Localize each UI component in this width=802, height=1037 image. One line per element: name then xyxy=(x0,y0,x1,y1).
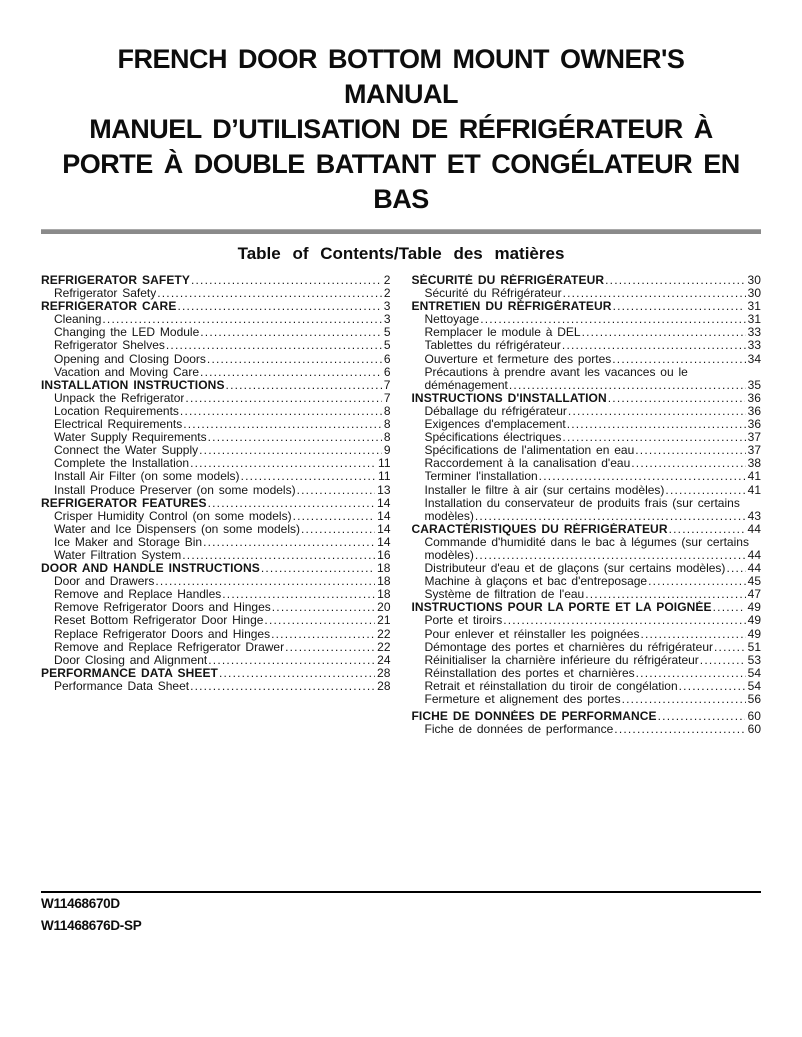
toc-leader-dots xyxy=(614,723,745,736)
toc-entry-label: SÉCURITÉ DU RÉFRIGÉRATEUR xyxy=(411,274,605,287)
toc-entry-label: Door Closing and Alignment xyxy=(54,653,208,667)
toc-entry xyxy=(41,300,391,313)
part-number-secondary: W11468676D-SP xyxy=(41,918,142,933)
toc-leader-dots xyxy=(155,575,375,588)
toc-entry-page: 44 xyxy=(747,548,761,562)
toc-entry xyxy=(412,353,762,366)
toc-leader-dots xyxy=(582,326,746,339)
toc-entry-page: 8 xyxy=(383,404,391,418)
toc-entry xyxy=(412,379,762,392)
toc-entry xyxy=(412,300,762,313)
toc-leader-dots xyxy=(562,339,746,352)
toc-leader-dots xyxy=(272,601,375,614)
toc-leader-dots xyxy=(713,601,746,614)
toc-entry xyxy=(412,431,762,444)
toc-entry-page: 8 xyxy=(383,431,391,445)
toc-entry xyxy=(41,510,391,523)
toc-entry-page: 53 xyxy=(747,653,761,667)
toc-entry-label: Spécifications de l'alimentation en eau xyxy=(424,444,635,458)
toc-entry-page: 38 xyxy=(747,457,761,471)
toc-entry xyxy=(412,601,762,614)
toc-leader-dots xyxy=(166,339,382,352)
toc-entry-label: Nettoyage xyxy=(424,313,480,327)
toc-entry-label: Performance Data Sheet xyxy=(54,679,190,693)
toc-entry-page: 3 xyxy=(383,300,391,314)
toc-leader-dots xyxy=(563,287,746,300)
toc-entry xyxy=(412,470,762,483)
toc-entry-label: REFRIGERATOR CARE xyxy=(41,300,177,314)
toc-entry xyxy=(412,405,762,418)
toc-entry xyxy=(412,457,762,470)
toc-entry-page: 5 xyxy=(383,339,391,353)
toc-entry xyxy=(41,601,391,614)
toc-entry-page: 3 xyxy=(383,313,391,327)
toc-entry-page: 60 xyxy=(747,710,761,724)
toc-entry-page: 31 xyxy=(747,313,761,327)
toc-entry-page: 41 xyxy=(747,483,761,497)
toc-entry xyxy=(412,693,762,706)
toc-entry xyxy=(41,536,391,549)
toc-entry-page: 20 xyxy=(377,601,391,615)
toc-leader-dots xyxy=(612,353,745,366)
toc-leader-dots xyxy=(180,405,382,418)
toc-entry xyxy=(412,326,762,339)
toc-leader-dots xyxy=(185,392,381,405)
toc-entry-label: Opening and Closing Doors xyxy=(54,352,206,366)
toc-entry xyxy=(41,641,391,654)
toc-leader-dots xyxy=(648,575,746,588)
toc-entry xyxy=(412,484,762,497)
toc-entry-page: 60 xyxy=(747,723,761,737)
document-title-line: PORTE À DOUBLE BATTANT ET CONGÉLATEUR EN xyxy=(62,149,740,179)
toc-entry-label: FICHE DE DONNÉES DE PERFORMANCE xyxy=(411,710,657,724)
toc-entry-page: 28 xyxy=(377,679,391,693)
toc-entry-label: PERFORMANCE DATA SHEET xyxy=(41,666,218,680)
toc-leader-dots xyxy=(219,667,375,680)
toc-entry-label: Réinstallation des portes et charnières xyxy=(424,666,635,680)
toc-entry xyxy=(412,392,762,405)
toc-entry-label: Connect the Water Supply xyxy=(54,444,199,458)
toc-entry-page: 13 xyxy=(377,483,391,497)
toc-leader-dots xyxy=(177,300,381,313)
toc-entry xyxy=(412,614,762,627)
toc-leader-dots xyxy=(182,549,375,562)
toc-leader-dots xyxy=(297,484,376,497)
toc-entry xyxy=(41,444,391,457)
toc-entry-page: 51 xyxy=(747,640,761,654)
toc-entry-label: Retrait et réinstallation du tiroir de congélation xyxy=(424,679,678,693)
toc-entry-label: Exigences d'emplacement xyxy=(424,418,566,432)
toc-entry xyxy=(412,274,762,287)
toc-entry-page: 24 xyxy=(377,653,391,667)
toc-entry-page: 35 xyxy=(747,378,761,392)
toc-entry xyxy=(412,418,762,431)
toc-entry xyxy=(41,575,391,588)
toc-entry xyxy=(41,313,391,326)
toc-entry-label: INSTRUCTIONS D'INSTALLATION xyxy=(411,391,607,405)
toc-entry-page: 45 xyxy=(747,575,761,589)
toc-entry-label: Crisper Humidity Control (on some models) xyxy=(54,509,292,523)
toc-entry xyxy=(412,444,762,457)
toc-leader-dots xyxy=(190,680,375,693)
toc-entry-label: Complete the Installation xyxy=(54,457,190,471)
toc-entry xyxy=(41,431,391,444)
toc-entry-page: 36 xyxy=(747,391,761,405)
toc-entry xyxy=(41,274,391,287)
toc-entry-page: 43 xyxy=(747,509,761,523)
toc-entry xyxy=(41,470,391,483)
toc-leader-dots xyxy=(208,431,382,444)
toc-leader-dots xyxy=(613,300,746,313)
toc-entry-page: 14 xyxy=(377,535,391,549)
toc-entry-label: DOOR AND HANDLE INSTRUCTIONS xyxy=(41,562,260,576)
toc-entry-label: Porte et tiroirs xyxy=(424,614,503,628)
part-number-primary: W11468670D xyxy=(41,896,120,911)
toc-entry-page: 34 xyxy=(747,352,761,366)
toc-entry xyxy=(41,628,391,641)
toc-entry-page: 7 xyxy=(383,391,391,405)
toc-entry-page: 8 xyxy=(383,418,391,432)
toc-entry-page: 6 xyxy=(383,352,391,366)
toc-entry-page: 11 xyxy=(378,457,391,471)
toc-entry xyxy=(41,523,391,536)
toc-entry xyxy=(412,654,762,667)
toc-entry-label: Electrical Requirements xyxy=(54,418,183,432)
toc-entry-label: Spécifications électriques xyxy=(424,431,562,445)
toc-entry-page: 49 xyxy=(747,627,761,641)
toc-entry-page: 14 xyxy=(377,509,391,523)
toc-entry-label: Installer le filtre à air (sur certains modèles) xyxy=(424,483,665,497)
toc-leader-dots xyxy=(190,457,376,470)
toc-leader-dots xyxy=(199,444,382,457)
toc-right-column xyxy=(412,274,762,736)
toc-entry-label: INSTALLATION INSTRUCTIONS xyxy=(41,378,225,392)
toc-entry-page: 33 xyxy=(747,326,761,340)
toc-leader-dots xyxy=(200,366,382,379)
toc-leader-dots xyxy=(480,313,745,326)
toc-entry xyxy=(41,667,391,680)
toc-entry-page: 30 xyxy=(747,287,761,301)
toc-columns xyxy=(41,274,761,736)
toc-leader-dots xyxy=(714,641,746,654)
toc-entry-label: Système de filtration de l'eau xyxy=(424,588,585,602)
toc-entry-page: 54 xyxy=(747,679,761,693)
toc-entry-label: Machine à glaçons et bac d'entreposage xyxy=(424,575,648,589)
toc-entry xyxy=(412,588,762,601)
toc-entry-label: Location Requirements xyxy=(54,404,179,418)
toc-entry-label: Distributeur d'eau et de glaçons (sur certains modèles) xyxy=(424,562,726,576)
toc-entry-label: Remove and Replace Handles xyxy=(54,588,222,602)
toc-leader-dots xyxy=(261,562,375,575)
toc-entry-page: 47 xyxy=(747,588,761,602)
toc-entry-label: Water Filtration System xyxy=(54,548,182,562)
toc-entry-page: 16 xyxy=(377,548,391,562)
title-separator-rule xyxy=(41,229,761,234)
toc-heading: Table of Contents/Table des matières xyxy=(237,244,565,263)
toc-entry xyxy=(412,287,762,300)
toc-entry-page: 37 xyxy=(747,431,761,445)
toc-entry-label: Install Produce Preserver (on some models) xyxy=(54,483,296,497)
toc-leader-dots xyxy=(157,287,382,300)
toc-leader-dots xyxy=(665,484,745,497)
toc-entry-page: 44 xyxy=(747,522,761,536)
toc-entry-label: déménagement xyxy=(424,378,508,392)
toc-leader-dots xyxy=(726,562,745,575)
toc-entry xyxy=(41,326,391,339)
toc-leader-dots xyxy=(585,588,745,601)
toc-entry-page: 28 xyxy=(376,666,391,680)
toc-leader-dots xyxy=(200,326,382,339)
toc-entry-label: CARACTÉRISTIQUES DU RÉFRIGÉRATEUR xyxy=(411,522,668,536)
toc-leader-dots xyxy=(622,693,746,706)
toc-entry-page: 18 xyxy=(377,588,391,602)
toc-entry xyxy=(41,562,391,575)
toc-entry-label: Vacation and Moving Care xyxy=(54,365,200,379)
toc-leader-dots xyxy=(264,614,375,627)
toc-leader-dots xyxy=(475,510,746,523)
toc-entry xyxy=(412,497,762,510)
toc-leader-dots xyxy=(509,379,746,392)
toc-leader-dots xyxy=(208,654,375,667)
toc-entry-label: Commande d'humidité dans le bac à légumes (sur certains xyxy=(424,535,749,549)
toc-entry-page: 14 xyxy=(377,522,391,536)
toc-entry-page: 5 xyxy=(383,326,391,340)
toc-entry-label: Ouverture et fermeture des portes xyxy=(424,352,612,366)
toc-entry xyxy=(41,418,391,431)
toc-entry-page: 9 xyxy=(383,444,391,458)
toc-leader-dots xyxy=(208,497,375,510)
toc-leader-dots xyxy=(183,418,382,431)
toc-entry xyxy=(41,549,391,562)
toc-entry-label: Refrigerator Safety xyxy=(54,287,157,301)
toc-leader-dots xyxy=(635,444,745,457)
toc-entry xyxy=(412,313,762,326)
toc-entry-page: 41 xyxy=(747,470,761,484)
toc-entry-page: 31 xyxy=(747,300,761,314)
toc-entry-label: Installation du conservateur de produits frais (sur certains xyxy=(424,496,740,510)
toc-entry xyxy=(41,497,391,510)
toc-entry-label: Tablettes du réfrigérateur xyxy=(424,339,561,353)
toc-leader-dots xyxy=(301,523,375,536)
toc-entry-label: Remplacer le module à DEL xyxy=(424,326,581,340)
toc-entry xyxy=(412,549,762,562)
toc-entry xyxy=(41,484,391,497)
toc-entry-label: Démontage des portes et charnières du réfrigérateur xyxy=(424,640,713,654)
toc-entry-page: 36 xyxy=(747,418,761,432)
toc-leader-dots xyxy=(568,405,746,418)
toc-entry-label: INSTRUCTIONS POUR LA PORTE ET LA POIGNÉE xyxy=(411,601,712,615)
document-title-line: MANUAL xyxy=(344,79,458,109)
toc-entry-label: Replace Refrigerator Doors and Hinges xyxy=(54,627,271,641)
toc-entry xyxy=(412,575,762,588)
toc-leader-dots xyxy=(475,549,746,562)
toc-entry-page: 2 xyxy=(383,274,391,287)
toc-entry xyxy=(41,379,391,392)
toc-entry-label: Water Supply Requirements xyxy=(54,431,207,445)
toc-entry-label: Remove Refrigerator Doors and Hinges xyxy=(54,601,271,615)
toc-leader-dots xyxy=(207,353,382,366)
toc-entry-label: Unpack the Refrigerator xyxy=(54,391,185,405)
toc-entry-label: ENTRETIEN DU RÉFRIGÉRATEUR xyxy=(411,300,612,314)
toc-entry xyxy=(412,510,762,523)
toc-entry-page: 54 xyxy=(747,666,761,680)
toc-entry-label: modèles) xyxy=(424,548,474,562)
toc-entry-label: Précautions à prendre avant les vacances ou le xyxy=(424,365,688,379)
toc-entry xyxy=(41,287,391,300)
toc-leader-dots xyxy=(608,392,746,405)
toc-entry-page: 44 xyxy=(747,562,761,576)
toc-entry-page: 22 xyxy=(377,640,391,654)
toc-entry-label: Fiche de données de performance xyxy=(424,723,614,737)
toc-entry xyxy=(412,339,762,352)
toc-entry-label: Réinitialiser la charnière inférieure du réfrigérateur xyxy=(424,653,699,667)
toc-leader-dots xyxy=(241,470,376,483)
toc-entry xyxy=(41,457,391,470)
toc-entry xyxy=(412,536,762,549)
toc-leader-dots xyxy=(636,667,746,680)
toc-leader-dots xyxy=(605,274,745,287)
toc-entry xyxy=(412,667,762,680)
toc-left-column xyxy=(41,274,391,736)
toc-entry xyxy=(412,366,762,379)
toc-entry-label: Ice Maker and Storage Bin xyxy=(54,535,203,549)
document-title-line: BAS xyxy=(373,184,429,214)
toc-leader-dots xyxy=(669,523,746,536)
toc-entry-page: 18 xyxy=(376,562,391,576)
toc-leader-dots xyxy=(191,274,382,287)
toc-entry-page: 30 xyxy=(747,274,761,287)
toc-leader-dots xyxy=(658,710,746,723)
toc-entry-label: Fermeture et alignement des portes xyxy=(424,693,621,706)
toc-entry xyxy=(412,562,762,575)
toc-leader-dots xyxy=(539,470,746,483)
toc-entry-page: 36 xyxy=(747,404,761,418)
toc-entry xyxy=(41,366,391,379)
toc-entry xyxy=(41,353,391,366)
toc-entry-label: Install Air Filter (on some models) xyxy=(54,470,240,484)
toc-leader-dots xyxy=(102,313,381,326)
toc-leader-dots xyxy=(640,628,745,641)
toc-leader-dots xyxy=(203,536,375,549)
toc-entry-label: modèles) xyxy=(424,509,474,523)
toc-entry-page: 18 xyxy=(377,575,391,589)
toc-entry xyxy=(41,392,391,405)
toc-entry-page: 49 xyxy=(747,614,761,628)
toc-entry xyxy=(41,654,391,667)
toc-entry xyxy=(412,523,762,536)
toc-entry-page: 14 xyxy=(376,496,391,510)
toc-entry-label: Water and Ice Dispensers (on some models) xyxy=(54,522,300,536)
toc-leader-dots xyxy=(285,641,375,654)
toc-entry-page: 56 xyxy=(747,693,761,706)
toc-entry xyxy=(412,628,762,641)
page-footer xyxy=(41,891,761,937)
toc-entry xyxy=(412,680,762,693)
toc-entry-label: Refrigerator Shelves xyxy=(54,339,165,353)
toc-entry-label: Déballage du réfrigérateur xyxy=(424,404,567,418)
toc-entry xyxy=(412,723,762,736)
toc-entry-label: REFRIGERATOR FEATURES xyxy=(41,496,207,510)
toc-entry-page: 22 xyxy=(377,627,391,641)
toc-leader-dots xyxy=(503,614,745,627)
toc-leader-dots xyxy=(271,628,375,641)
document-title-line: FRENCH DOOR BOTTOM MOUNT OWNER'S xyxy=(117,44,685,74)
toc-entry-label: Changing the LED Module xyxy=(54,326,200,340)
toc-entry-label: Pour enlever et réinstaller les poignées xyxy=(424,627,640,641)
toc-entry-label: REFRIGERATOR SAFETY xyxy=(41,274,190,287)
toc-entry-page: 11 xyxy=(378,470,391,484)
toc-entry xyxy=(41,405,391,418)
toc-leader-dots xyxy=(631,457,745,470)
toc-entry-page: 6 xyxy=(383,365,391,379)
toc-entry-label: Reset Bottom Refrigerator Door Hinge xyxy=(54,614,264,628)
toc-entry xyxy=(412,641,762,654)
toc-entry-label: Terminer l'installation xyxy=(424,470,538,484)
toc-entry-page: 49 xyxy=(747,601,761,615)
toc-entry-page: 21 xyxy=(377,614,391,628)
toc-entry-label: Cleaning xyxy=(54,313,102,327)
toc-entry-page: 2 xyxy=(383,287,391,301)
toc-entry-page: 33 xyxy=(747,339,761,353)
toc-entry-label: Raccordement à la canalisation d'eau xyxy=(424,457,631,471)
toc-leader-dots xyxy=(293,510,376,523)
toc-leader-dots xyxy=(679,680,746,693)
toc-entry-page: 7 xyxy=(383,378,391,392)
document-title-line: MANUEL D’UTILISATION DE RÉFRIGÉRATEUR À xyxy=(89,114,713,144)
toc-entry xyxy=(41,588,391,601)
toc-entry xyxy=(412,710,762,723)
toc-entry xyxy=(41,680,391,693)
toc-leader-dots xyxy=(567,418,746,431)
toc-entry-label: Sécurité du Réfrigérateur xyxy=(424,287,562,301)
document-title xyxy=(41,42,761,217)
toc-leader-dots xyxy=(222,588,375,601)
toc-entry xyxy=(41,614,391,627)
toc-entry-page: 37 xyxy=(747,444,761,458)
toc-entry-label: Door and Drawers xyxy=(54,575,155,589)
toc-leader-dots xyxy=(562,431,745,444)
toc-leader-dots xyxy=(226,379,382,392)
toc-entry-label: Remove and Replace Refrigerator Drawer xyxy=(54,640,285,654)
toc-leader-dots xyxy=(700,654,746,667)
toc-entry xyxy=(41,339,391,352)
